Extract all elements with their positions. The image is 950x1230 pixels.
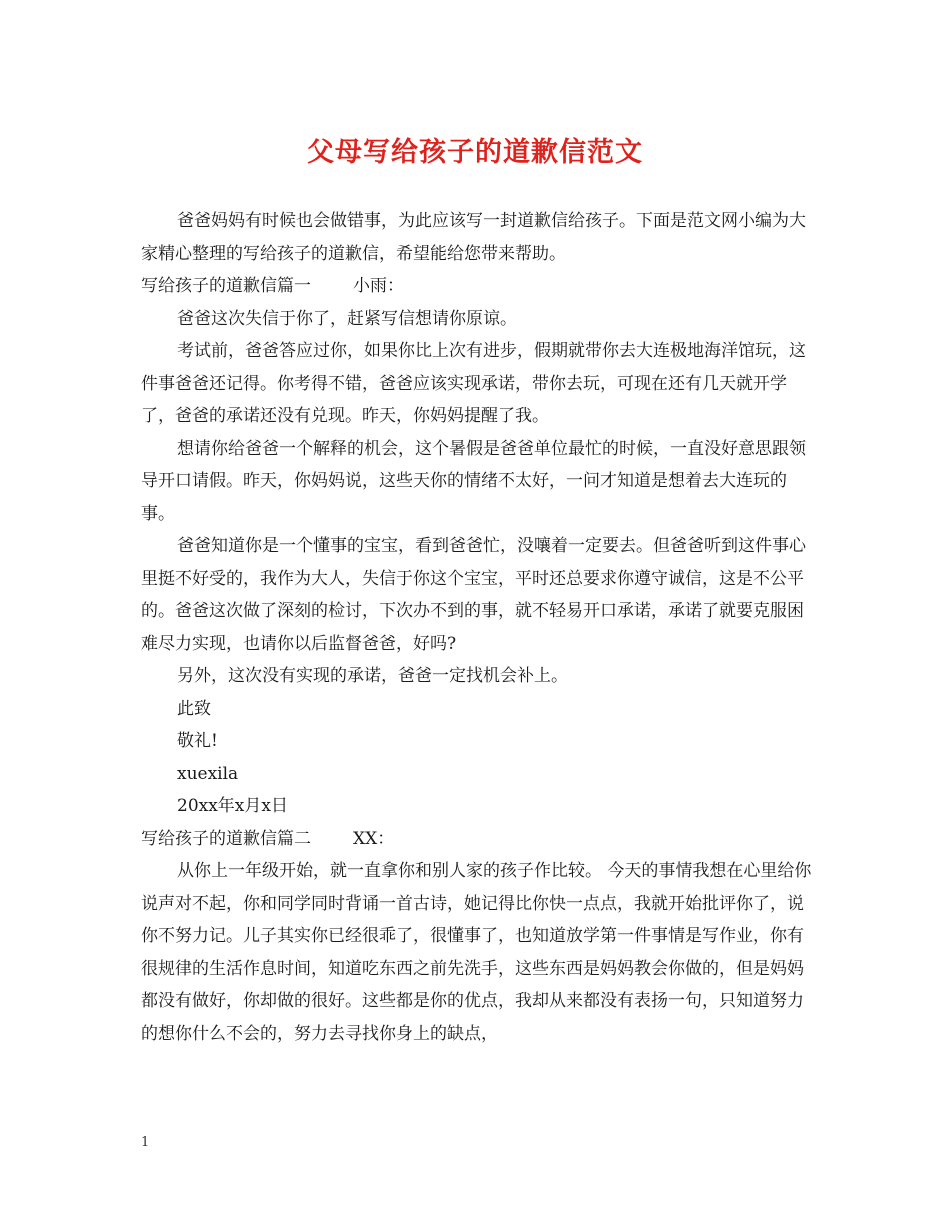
section-title: 写给孩子的道歉信篇二 (141, 828, 311, 849)
document-title: 父母写给孩子的道歉信范文 (307, 137, 643, 168)
salutation: 小雨： (353, 276, 404, 296)
letter-paragraph: 考试前，爸爸答应过你，如果你比上次有进步，假期就带你去大连极地海洋馆玩，这件事爸爸还记得。你考得不错，爸爸应该实现承诺，带你去玩，可现在还有几天就开学了，爸爸的承诺还没有兑现。昨天，你妈妈提醒了我。 (141, 341, 806, 426)
signature: xuexila (177, 763, 239, 784)
letter-paragraph: 另外，这次没有实现的承诺，爸爸一定找机会补上。 (177, 666, 568, 686)
intro-paragraph: 爸爸妈妈有时候也会做错事，为此应该写一封道歉信给孩子。下面是范文网小编为大家精心整理的写给孩子的道歉信，希望能给您带来帮助。 (141, 211, 806, 264)
letter-paragraph: 从你上一年级开始，就一直拿你和别人家的孩子作比较。 今天的事情我想在心里给你说声对不起，你和同学同时背诵一首古诗，她记得比你快一点点，我就开始批评你了，说你不努力记。儿子其实你已经很乖了，很懂事了，也知道放学第一件事情是写作业，你有很规律的生活作息时间，知道吃东西之前先洗手，这些东西是妈妈教会你做的，但是妈妈都没有做好，你却做的很好。这些都是你的优点，我却从来都没有表扬一句，只知道努力的想你什么不会的，努力去寻找你身上的缺点， (141, 861, 812, 1044)
closing-line: 此致 (177, 698, 211, 719)
salutation: XX： (353, 828, 395, 849)
section-heading-2 (141, 823, 813, 856)
section-title: 写给孩子的道歉信篇一 (141, 276, 311, 296)
page-number: 1 (141, 1135, 150, 1150)
letter-paragraph: 爸爸知道你是一个懂事的宝宝，看到爸爸忙，没嚷着一定要去。但爸爸听到这件事心里挺不好受的，我作为大人，失信于你这个宝宝，平时还总要求你遵守诚信，这是不公平的。爸爸这次做了深刻的检讨，下次办不到的事，就不轻易开口承诺，承诺了就要克服困难尽力实现，也请你以后监督爸爸，好吗? (141, 536, 806, 654)
letter-date: 20xx年x月x日 (177, 796, 288, 816)
closing-line: 敬礼! (177, 731, 218, 751)
document-body (141, 205, 813, 1050)
section-heading-1 (141, 270, 813, 303)
letter-paragraph: 想请你给爸爸一个解释的机会，这个暑假是爸爸单位最忙的时候，一直没好意思跟领导开口请假。昨天，你妈妈说，这些天你的情绪不太好，一问才知道是想着去大连玩的事。 (141, 438, 806, 524)
letter-paragraph: 爸爸这次失信于你了，赶紧写信想请你原谅。 (177, 308, 517, 329)
